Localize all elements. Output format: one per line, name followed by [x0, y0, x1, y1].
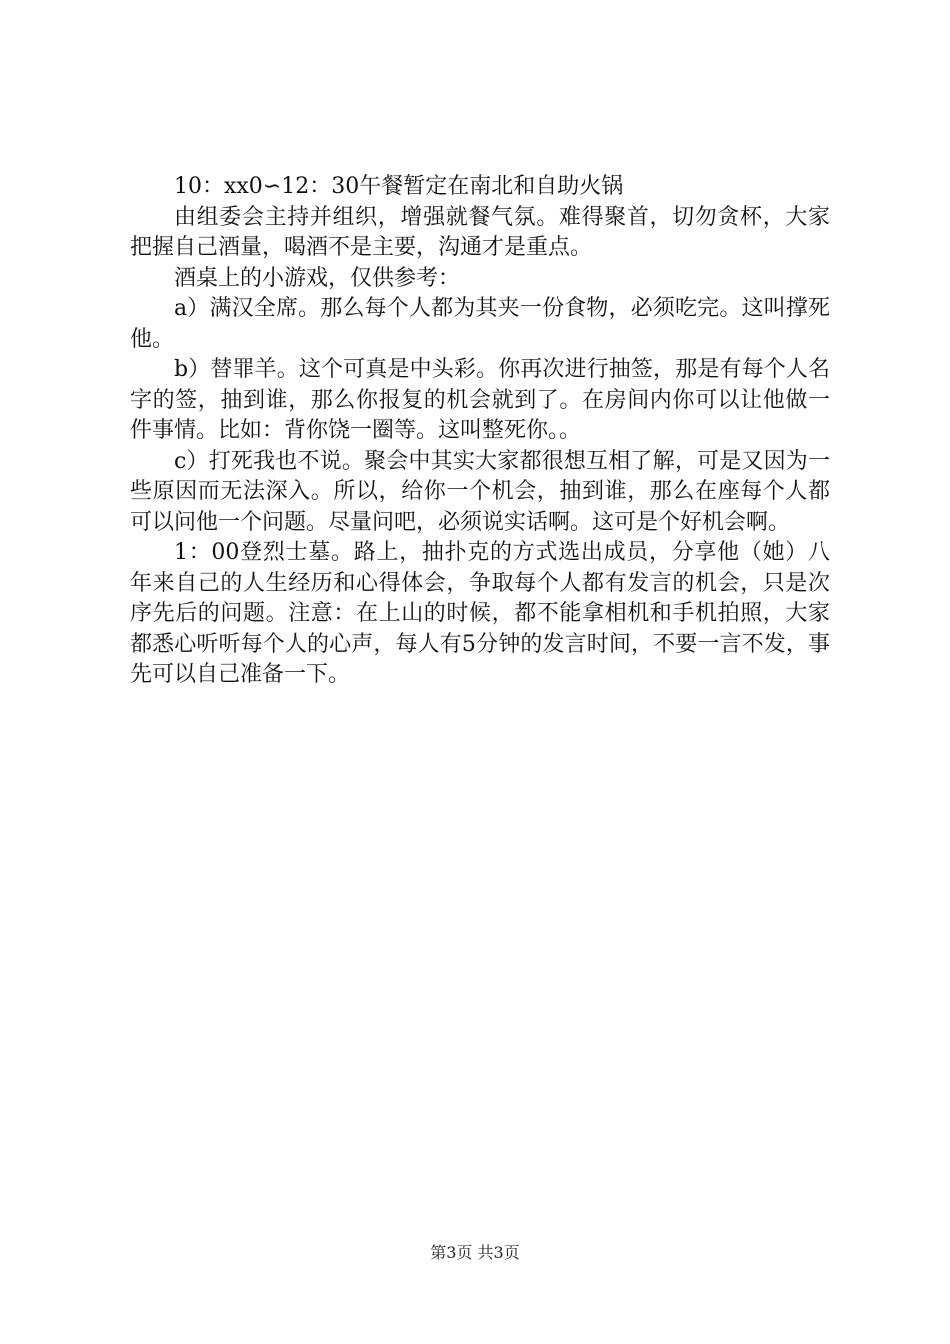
page-number-footer: 第3页 共3页 — [430, 1243, 520, 1262]
document-body — [130, 172, 830, 691]
paragraph-game-a: a）满汉全席。那么每个人都为其夹一份食物，必须吃完。这叫撑死他。 — [130, 296, 830, 352]
paragraph-game-b: b）替罪羊。这个可真是中头彩。你再次进行抽签，那是有每个人名字的签，抽到谁，那么你报复的机会就到了。在房间内你可以让他做一件事情。比如：背你饶一圈等。这叫整死你。。 — [130, 357, 830, 443]
paragraph-game-c: c）打死我也不说。聚会中其实大家都很想互相了解，可是又因为一些原因而无法深入。所以，给你一个机会，抽到谁，那么在座每个人都可以问他一个问题。尽量问吧，必须说实话啊。这可是个好机会啊。 — [130, 448, 830, 535]
paragraph-afternoon-visit: 1：00登烈士墓。路上，抽扑克的方式选出成员，分享他（她）八年来自己的人生经历和心得体会，争取每个人都有发言的机会，只是次序先后的问题。注意：在上山的时候，都不能拿相机和手机拍照，大家都悉心听听每个人的心声，每人有5分钟的发言时间，不要一言不发，事先可以自己准备一下。 — [130, 540, 830, 687]
paragraph-lunch-schedule: 10：xx0∽12：30午餐暂定在南北和自助火锅 — [174, 174, 624, 199]
paragraph-games-intro: 酒桌上的小游戏，仅供参考： — [174, 265, 461, 291]
paragraph-lunch-notes: 由组委会主持并组织，增强就餐气氛。难得聚首，切勿贪杯，大家把握自己酒量，喝酒不是主要，沟通才是重点。 — [130, 204, 830, 260]
